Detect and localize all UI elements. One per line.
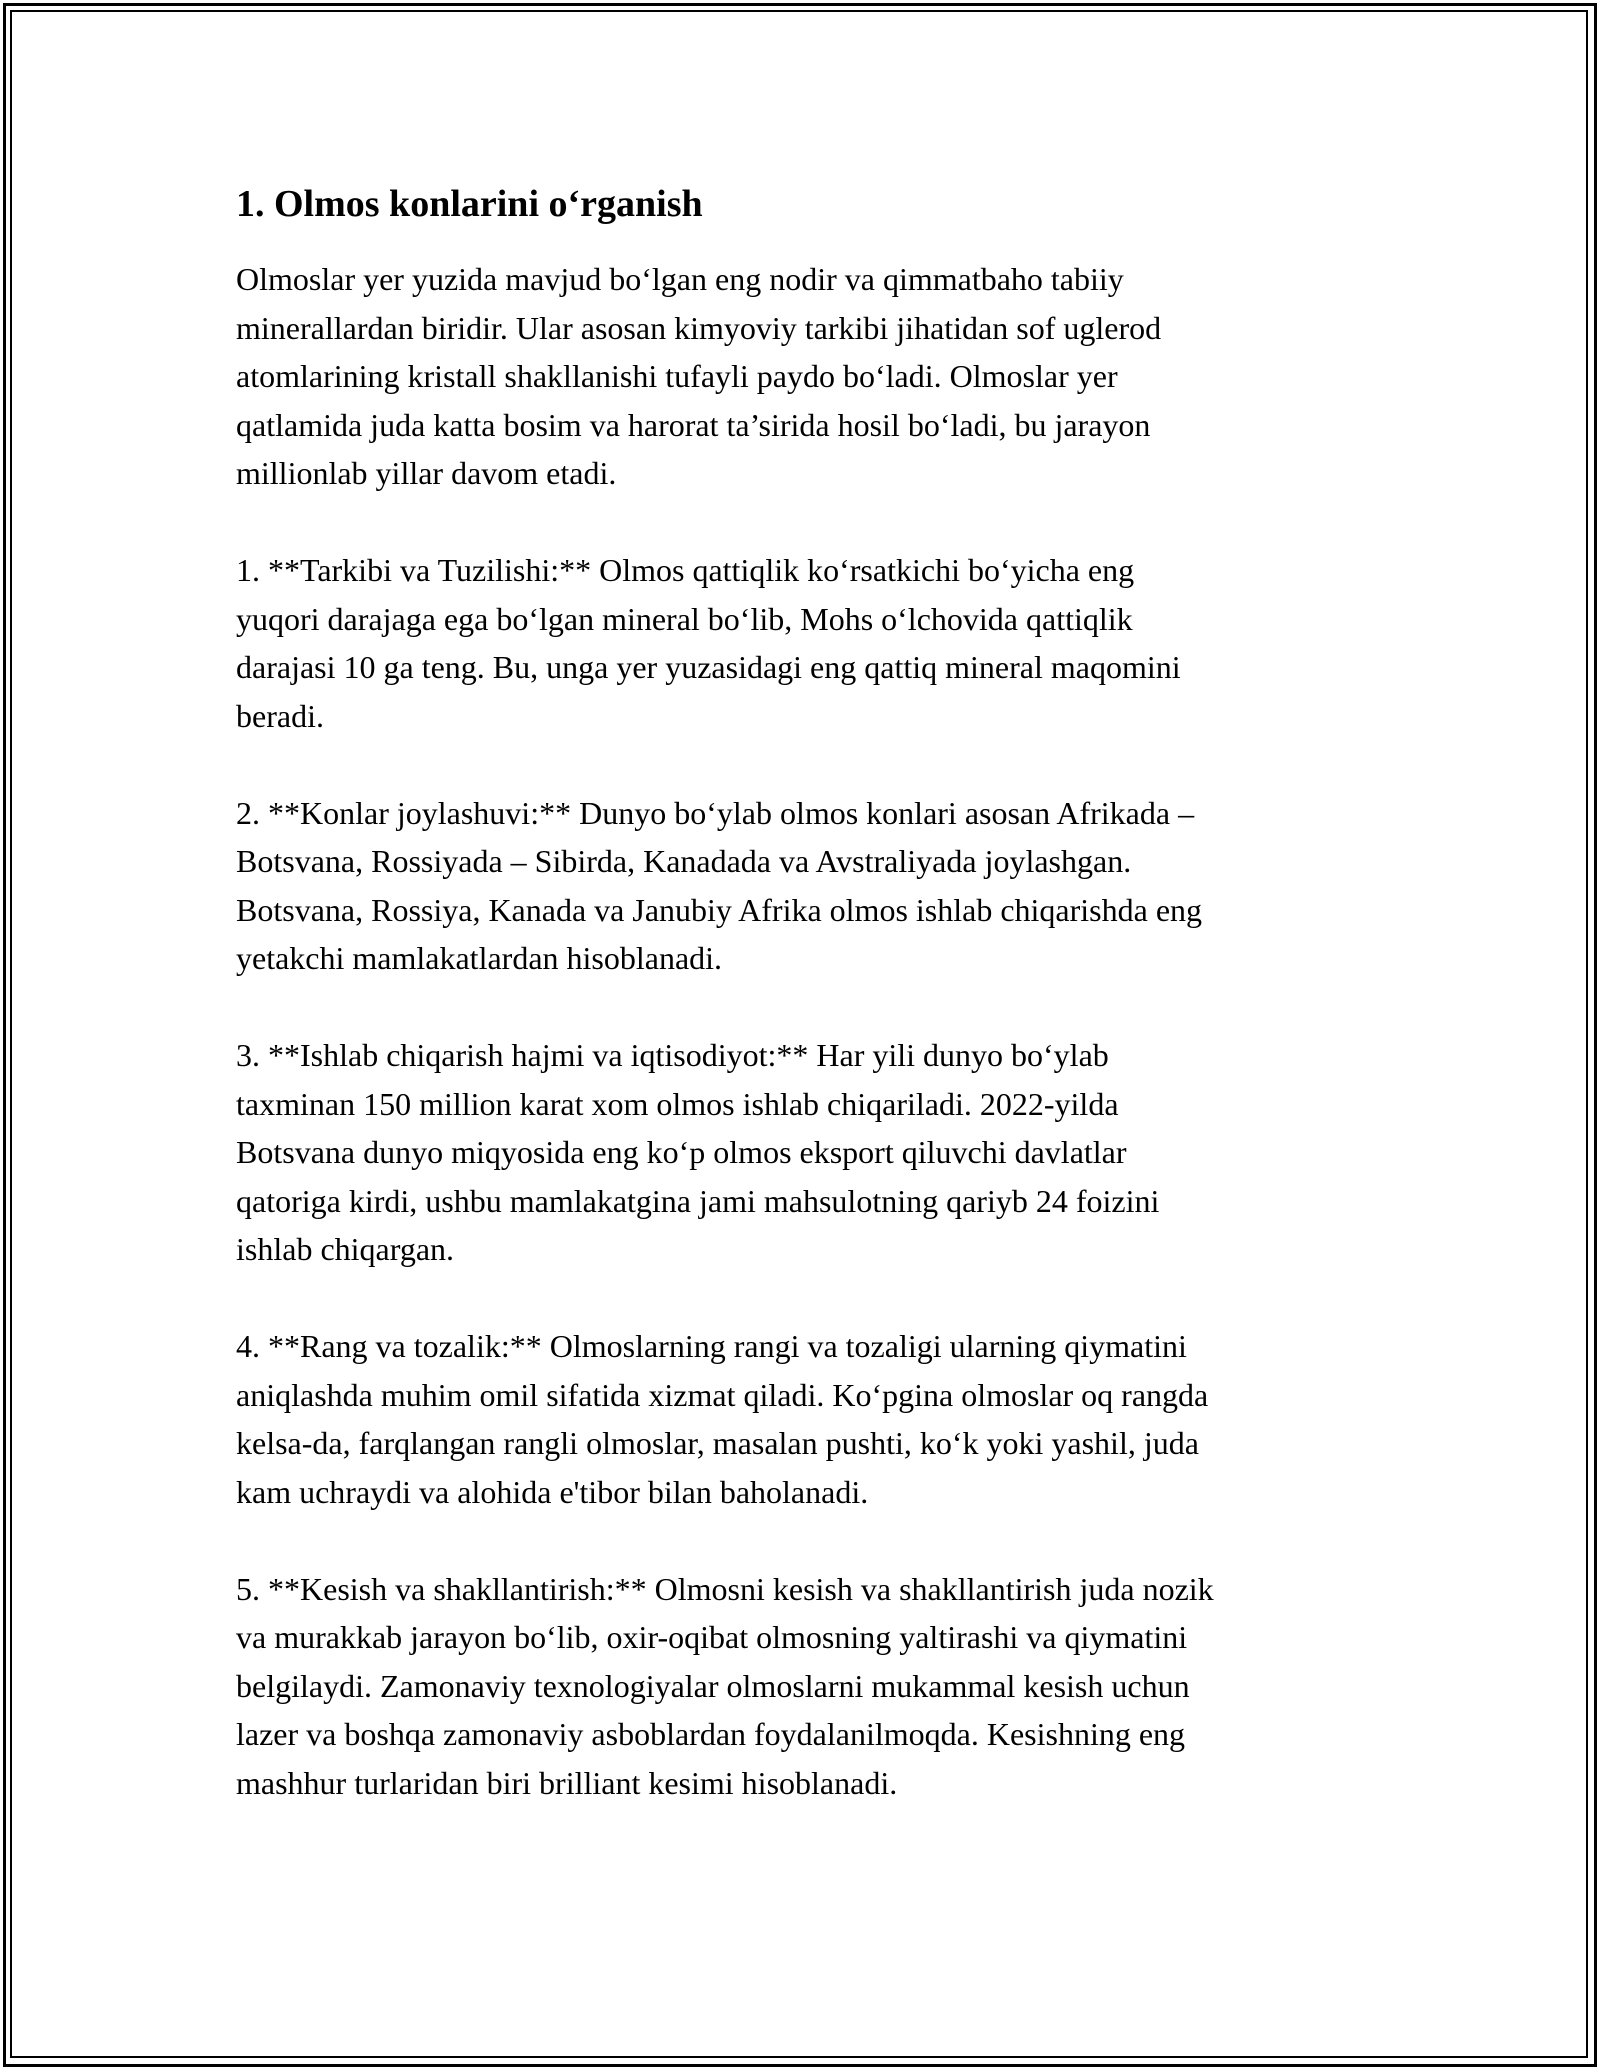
paragraph-1: [236, 546, 1376, 740]
paragraph-line: minerallardan biridir. Ular asosan kimyoviy tarkibi jihatidan sof uglerod: [236, 309, 1162, 346]
paragraph-line: 4. **Rang va tozalik:** Olmoslarning rangi va tozaligi ularning qiymatini: [236, 1328, 1187, 1365]
paragraph-line: 5. **Kesish va shakllantirish:** Olmosni kesish va shakllantirish juda nozik: [236, 1570, 1214, 1607]
paragraph-line: 1. **Tarkibi va Tuzilishi:** Olmos qattiqlik ko‘rsatkichi bo‘yicha eng: [236, 552, 1135, 589]
paragraph-line: qatoriga kirdi, ushbu mamlakatgina jami mahsulotning qariyb 24 foizini: [236, 1182, 1160, 1219]
paragraph-line: Botsvana, Rossiya, Kanada va Janubiy Afrika olmos ishlab chiqarishda eng: [236, 891, 1203, 928]
paragraph-line: kelsa-da, farqlangan rangli olmoslar, masalan pushti, ko‘k yoki yashil, juda: [236, 1425, 1199, 1462]
paragraph-line: qatlamida juda katta bosim va harorat ta’sirida hosil bo‘ladi, bu jarayon: [236, 406, 1151, 443]
paragraph-list: [236, 255, 1376, 1807]
paragraph-line: Olmoslar yer yuzida mavjud bo‘lgan eng nodir va qimmatbaho tabiiy: [236, 261, 1124, 298]
paragraph-line: taxminan 150 million karat xom olmos ishlab chiqariladi. 2022-yilda: [236, 1085, 1119, 1122]
paragraph-line: 3. **Ishlab chiqarish hajmi va iqtisodiyot:** Har yili dunyo bo‘ylab: [236, 1037, 1109, 1074]
document-body: [236, 180, 1376, 1856]
paragraph-line: Botsvana dunyo miqyosida eng ko‘p olmos eksport qiluvchi davlatlar: [236, 1134, 1127, 1171]
paragraph-line: aniqlashda muhim omil sifatida xizmat qiladi. Ko‘pgina olmoslar oq rangda: [236, 1376, 1209, 1413]
paragraph-5: [236, 1565, 1376, 1808]
paragraph-2: [236, 789, 1376, 983]
paragraph-line: kam uchraydi va alohida e'tibor bilan baholanadi.: [236, 1473, 869, 1510]
paragraph-line: va murakkab jarayon bo‘lib, oxir-oqibat olmosning yaltirashi va qiymatini: [236, 1619, 1188, 1656]
paragraph-line: yetakchi mamlakatlardan hisoblanadi.: [236, 940, 723, 977]
paragraph-line: beradi.: [236, 697, 324, 734]
paragraph-line: yuqori darajaga ega bo‘lgan mineral bo‘lib, Mohs o‘lchovida qattiqlik: [236, 600, 1133, 637]
paragraph-line: lazer va boshqa zamonaviy asboblardan foydalanilmoqda. Kesishning eng: [236, 1716, 1186, 1753]
paragraph-0: [236, 255, 1376, 498]
paragraph-line: belgilaydi. Zamonaviy texnologiyalar olmoslarni mukammal kesish uchun: [236, 1667, 1190, 1704]
paragraph-line: atomlarining kristall shakllanishi tufayli paydo bo‘ladi. Olmoslar yer: [236, 358, 1118, 395]
paragraph-line: ishlab chiqargan.: [236, 1231, 455, 1268]
paragraph-line: Botsvana, Rossiyada – Sibirda, Kanadada va Avstraliyada joylashgan.: [236, 843, 1132, 880]
document-title: 1. Olmos konlarini o‘rganish: [236, 183, 703, 225]
paragraph-3: [236, 1031, 1376, 1274]
paragraph-line: darajasi 10 ga teng. Bu, unga yer yuzasidagi eng qattiq mineral maqomini: [236, 649, 1181, 686]
paragraph-line: 2. **Konlar joylashuvi:** Dunyo bo‘ylab olmos konlari asosan Afrikada –: [236, 794, 1195, 831]
paragraph-line: millionlab yillar davom etadi.: [236, 455, 617, 492]
paragraph-4: [236, 1322, 1376, 1516]
paragraph-line: mashhur turlaridan biri brilliant kesimi hisoblanadi.: [236, 1764, 898, 1801]
